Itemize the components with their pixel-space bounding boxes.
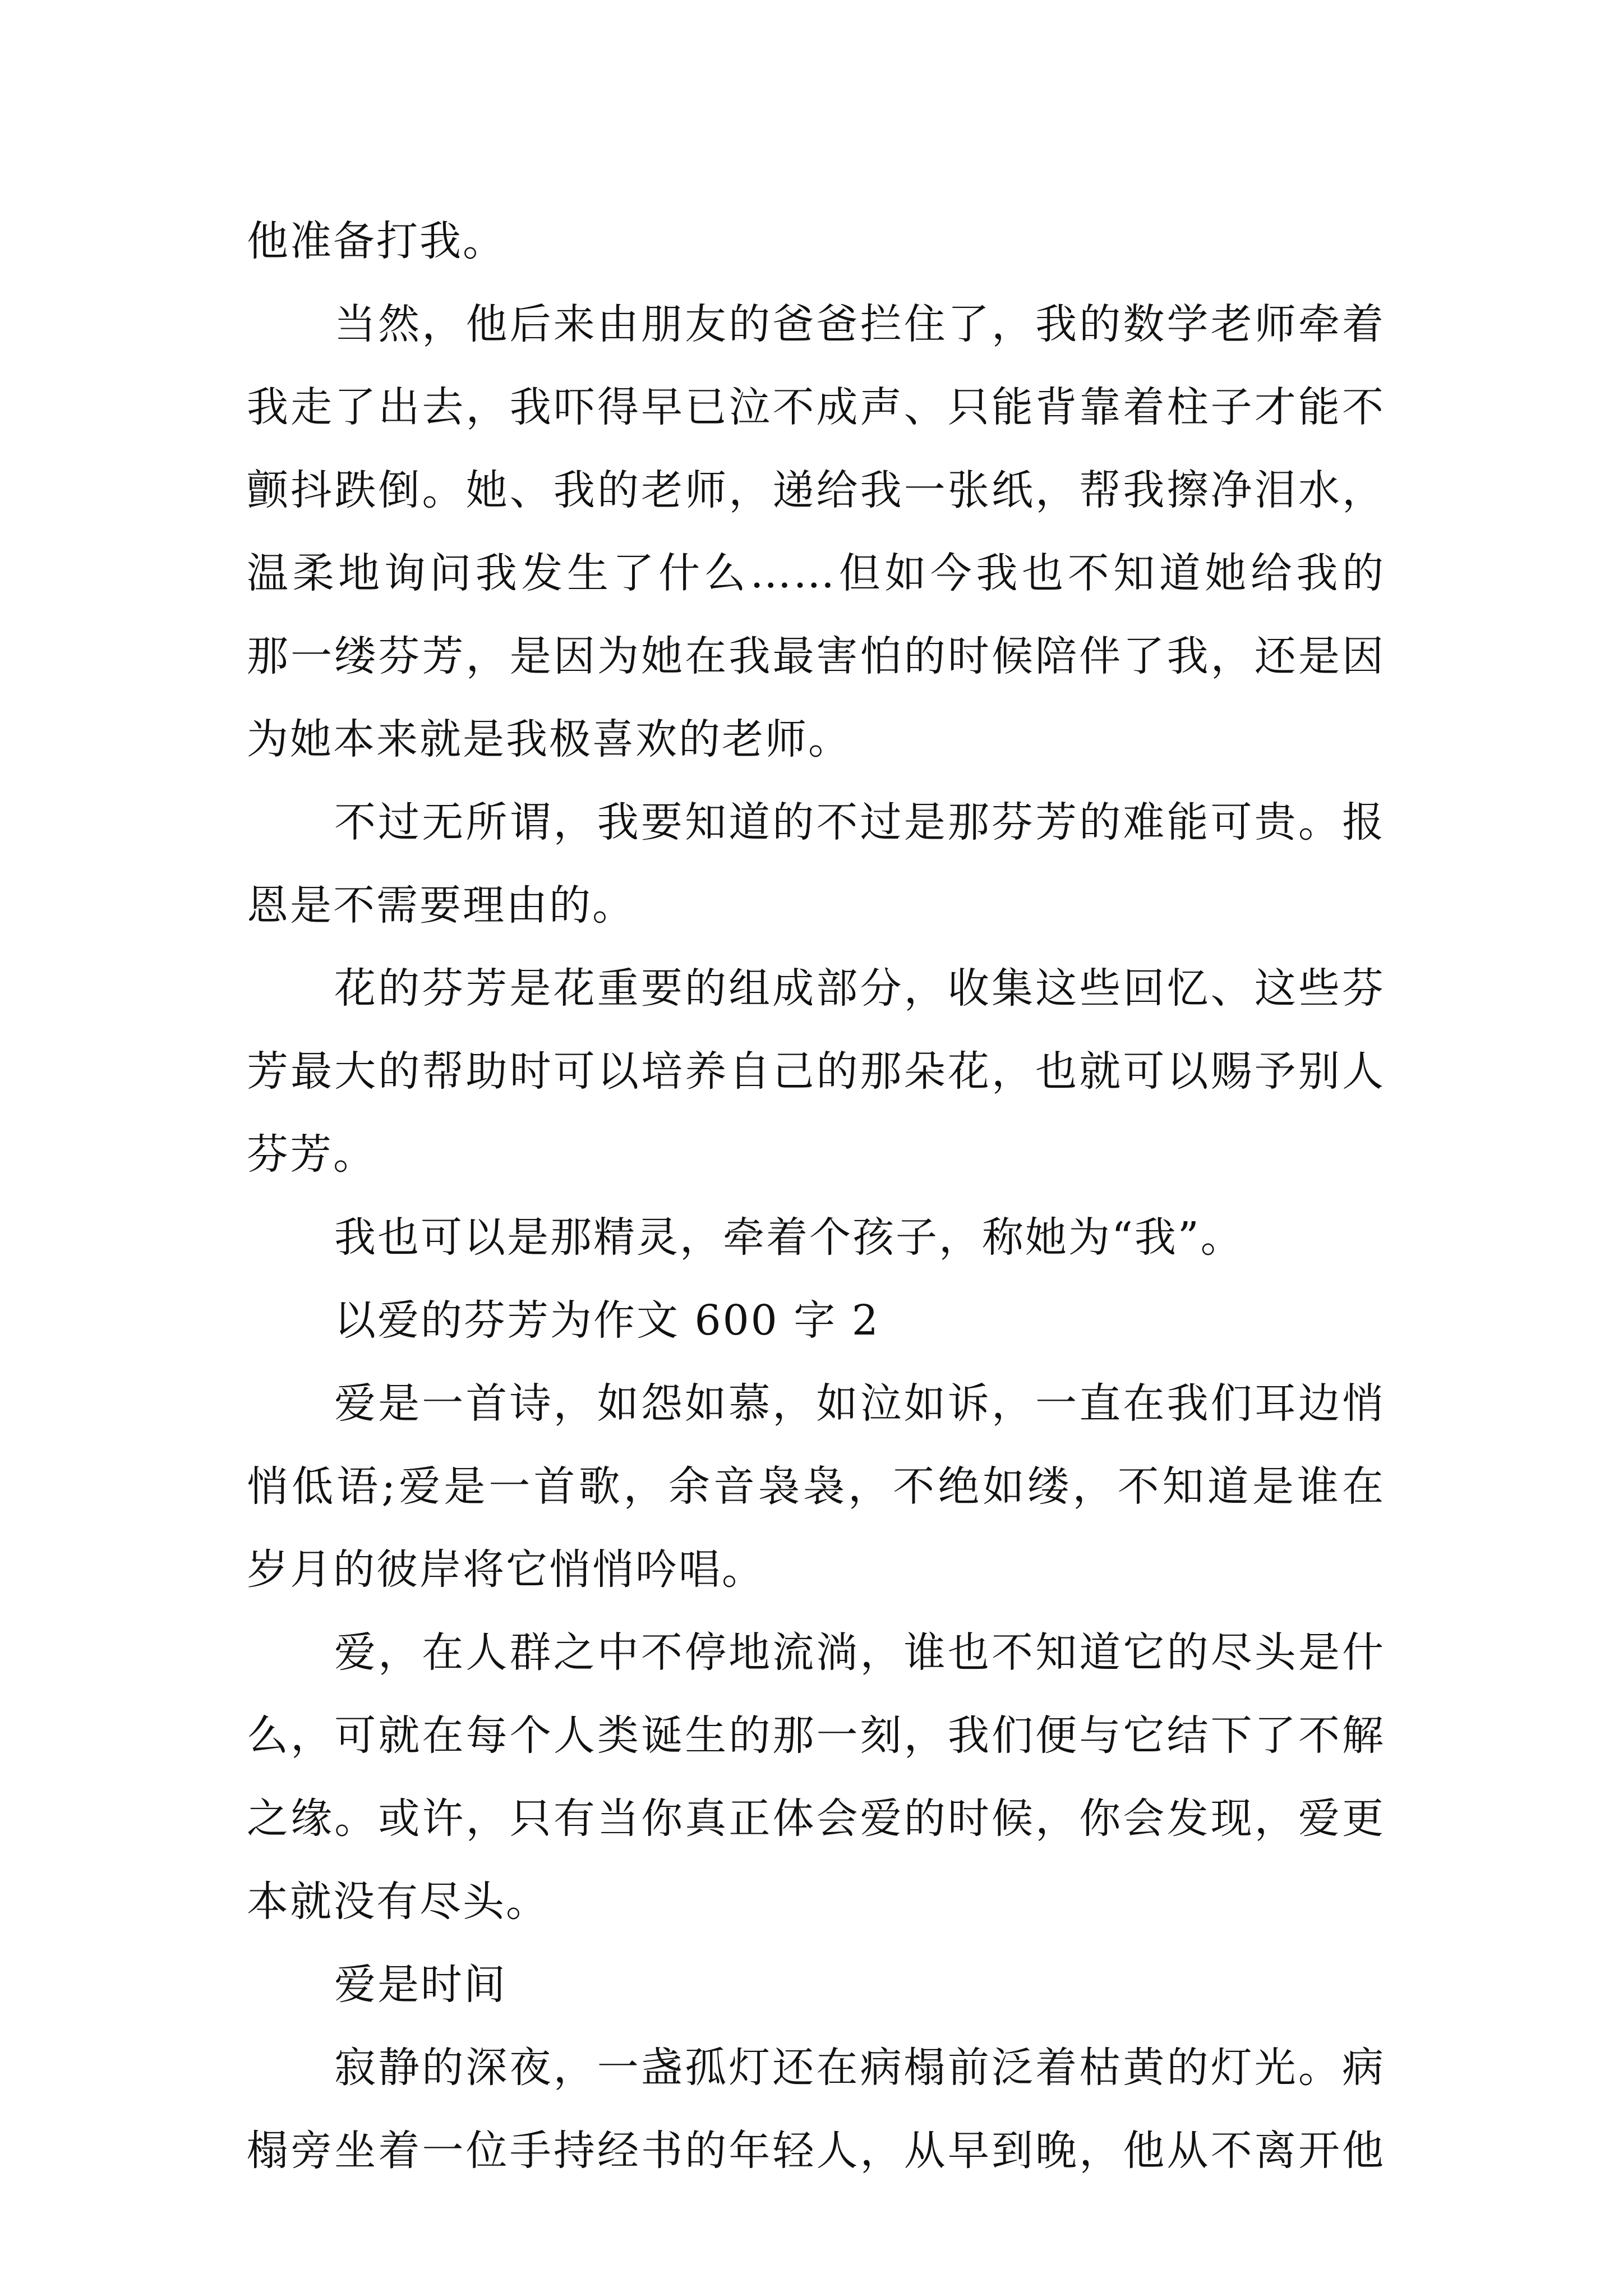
text-line: 芬芳。 <box>247 1130 376 1179</box>
text-line: 芳最大的帮助时可以培养自己的那朵花，也就可以赐予别人 <box>247 1047 1385 1096</box>
text-line: 寂静的深夜，一盏孤灯还在病榻前泛着枯黄的灯光。病 <box>334 2044 1385 2092</box>
text-line: 之缘。或许，只有当你真正体会爱的时候，你会发现，爱更 <box>247 1795 1385 1843</box>
text-line: 么，可就在每个人类诞生的那一刻，我们便与它结下了不解 <box>247 1711 1385 1760</box>
text-line: 当然，他后来由朋友的爸爸拦住了，我的数学老师牵着 <box>334 300 1385 348</box>
text-line: 为她本来就是我极喜欢的老师。 <box>247 715 851 763</box>
text-line: 温柔地询问我发生了什么……但如今我也不知道她给我的 <box>247 549 1385 597</box>
text-line: 爱，在人群之中不停地流淌，谁也不知道它的尽头是什 <box>334 1628 1385 1677</box>
document-body <box>247 200 1385 2192</box>
text-line: 岁月的彼岸将它悄悄吟唱。 <box>247 1545 765 1594</box>
text-line: 榻旁坐着一位手持经书的年轻人，从早到晚，他从不离开他 <box>247 2127 1385 2175</box>
text-line: 我走了出去，我吓得早已泣不成声、只能背靠着柱子才能不 <box>247 383 1385 431</box>
text-line: 本就没有尽头。 <box>247 1878 549 1926</box>
text-line: 那一缕芬芳，是因为她在我最害怕的时候陪伴了我，还是因 <box>247 632 1385 680</box>
subheading: 爱是时间 <box>334 1961 507 2009</box>
text-line: 他准备打我。 <box>247 217 506 265</box>
text-line: 悄低语;爱是一首歌，余音袅袅，不绝如缕，不知道是谁在 <box>247 1462 1385 1511</box>
text-line: 我也可以是那精灵，牵着个孩子，称她为“我”。 <box>334 1213 1244 1262</box>
text-line: 恩是不需要理由的。 <box>247 881 635 930</box>
section-heading: 以爱的芬芳为作文 600 字 2 <box>334 1296 880 1345</box>
text-line: 颤抖跌倒。她、我的老师，递给我一张纸，帮我擦净泪水， <box>247 466 1385 514</box>
text-line: 爱是一首诗，如怨如慕，如泣如诉，一直在我们耳边悄 <box>334 1379 1385 1428</box>
text-line: 花的芬芳是花重要的组成部分，收集这些回忆、这些芬 <box>334 964 1385 1013</box>
text-line: 不过无所谓，我要知道的不过是那芬芳的难能可贵。报 <box>334 798 1385 846</box>
